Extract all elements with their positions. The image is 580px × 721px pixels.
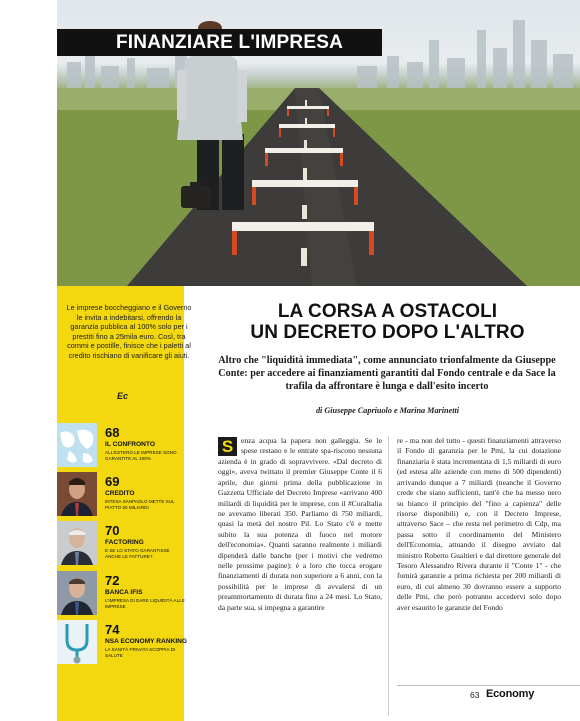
toc-subtitle: ALL'ESTERO LE IMPRESE SONO GARANTITE AL 100% — [105, 450, 177, 461]
headline — [195, 301, 580, 343]
article-column-1 — [218, 436, 382, 613]
toc-subtitle: LA SANITÀ PRIVATA SCOPPIA DI SALUTE — [105, 647, 176, 658]
article-column-2 — [397, 436, 561, 613]
headline-line-1: LA CORSA A OSTACOLI — [277, 301, 498, 322]
world-map-thumbnail — [57, 423, 97, 467]
toc-page-number: 72 — [105, 573, 120, 588]
toc-title: FACTORING — [105, 539, 144, 546]
toc-page-number: 69 — [105, 474, 120, 489]
byline: di Giuseppe Capriuolo e Marina Marinetti — [315, 406, 460, 415]
toc-title: IL CONFRONTO — [105, 441, 155, 448]
column-1-text: enza acqua la papera non galleggia. Se le spese restano e le entrate spa-risconο nessuna azienda è in grado di sopravvivere. «Dal decreto di oggi», aveva twittato il premier Giuseppe Conte il 6 aprile, due giorni prima della pubblicazione in Gazzetta Ufficiale del Decreto Imprese «arrivano 400 miliardi di liquidità per le imprese, con il #CuraItalia ne avevamo liberati 350. Parliamo di 750 miliardi, quasi la metà del nostro Pil. Lo Stato c'è e mette subito la sua potenza di fuoco nel motore dell'economia». Quanti saranno realmente i miliardi dipenderà dalle banche (per i motivi che vedremo nelle prossime pagine): è a loro che tocca erogare finanziamenti di durata non superiore a 6 anni, con la possibilità per le imprese di avvalersi di un preammortamento di durata fino a 24 mesi. Lo Stato, da parte sua, si impegna a garantire — [218, 436, 382, 612]
section-label: FINANZIARE L'IMPRESA — [57, 29, 382, 56]
toc-page-number: 70 — [105, 523, 120, 538]
footer-rule — [397, 685, 580, 686]
drop-cap: S — [218, 437, 237, 456]
portrait-thumbnail — [57, 521, 97, 565]
intro-text: Le imprese boccheggiano e il Governo le invita a indebitarsi, offrendo la garanzia pubblica al 100% solo per i prestiti fino a 25mila euro. Così, tra commi e postille, finisce che i paletti al credito rischiano di vanificare gli aiuti. — [66, 303, 192, 360]
economy-small-logo: Ec — [117, 391, 129, 401]
toc-title: NSA ECONOMY RANKING — [105, 638, 188, 645]
page-footer — [470, 689, 580, 705]
portrait-thumbnail — [57, 571, 97, 615]
column-2-text: re - ma non del tutto - questi finanziamenti attraverso il Fondo di garanzia per le Pmi, la cui dotazione finanziaria è stata incrementata di 1,5 miliardi di euro (ed estesa alle aziende con meno di 500 dipendenti) arrivando dunque a 7 miliardi (neanche il Governo crede che siano sufficienti, tant'è che ha messo nero su bianco il principio del "fino a capienza" delle risorse disponibili) e, con il Decreto Imprese, attraverso Sace – che resta nel perimetro di Cdp, ma passa sotto il coordinamento del Ministero dell'Economia, attuando il disegno avviato dal ministro Roberto Gualtieri e dal direttore generale del Tesoro Alessandro Rivera durante il "Conte 1" - che fornirà garanzie a prima richiesta per 200 miliardi di euro, di cui almeno 30 dovranno essere a supporto delle Pmi, che però potranno accedervi solo dopo aver esaurito le garanzie del Fondo — [397, 436, 561, 612]
page-number: 63 — [470, 690, 480, 700]
toc-item[interactable] — [57, 571, 184, 621]
brand-logo: Economy — [486, 688, 535, 700]
toc-item[interactable] — [57, 472, 184, 522]
toc-item[interactable] — [57, 521, 184, 571]
toc-title: CREDITO — [105, 490, 135, 497]
headline-line-2: UN DECRETO DOPO L'ALTRO — [250, 322, 525, 343]
column-divider — [388, 436, 389, 716]
standfirst: Altro che "liquidità immediata", come annunciato trionfalmente da Giuseppe Conte: per accedere ai finanziamenti garantiti dal Fondo centrale e da Sace la trafila da affrontare è lunga e dall'esito incerto — [218, 355, 556, 392]
toc-subtitle: E SE LO STATO GARANTISSE ANCHE LE FATTURE? — [105, 548, 170, 559]
toc-page-number: 68 — [105, 425, 120, 440]
toc-title: BANCA IFIS — [105, 589, 143, 596]
toc-page-number: 74 — [105, 622, 120, 637]
toc-subtitle: INTESA SANPAOLO METTE SUL PIATTO 50 MILIARDI — [105, 499, 175, 510]
toc-item[interactable] — [57, 423, 184, 473]
toc-subtitle: L'IMPRESA DI DARE LIQUIDITÀ ALLE IMPRESE — [105, 598, 185, 609]
toc-item[interactable] — [57, 620, 188, 670]
stethoscope-thumbnail — [57, 620, 97, 664]
portrait-thumbnail — [57, 472, 97, 516]
